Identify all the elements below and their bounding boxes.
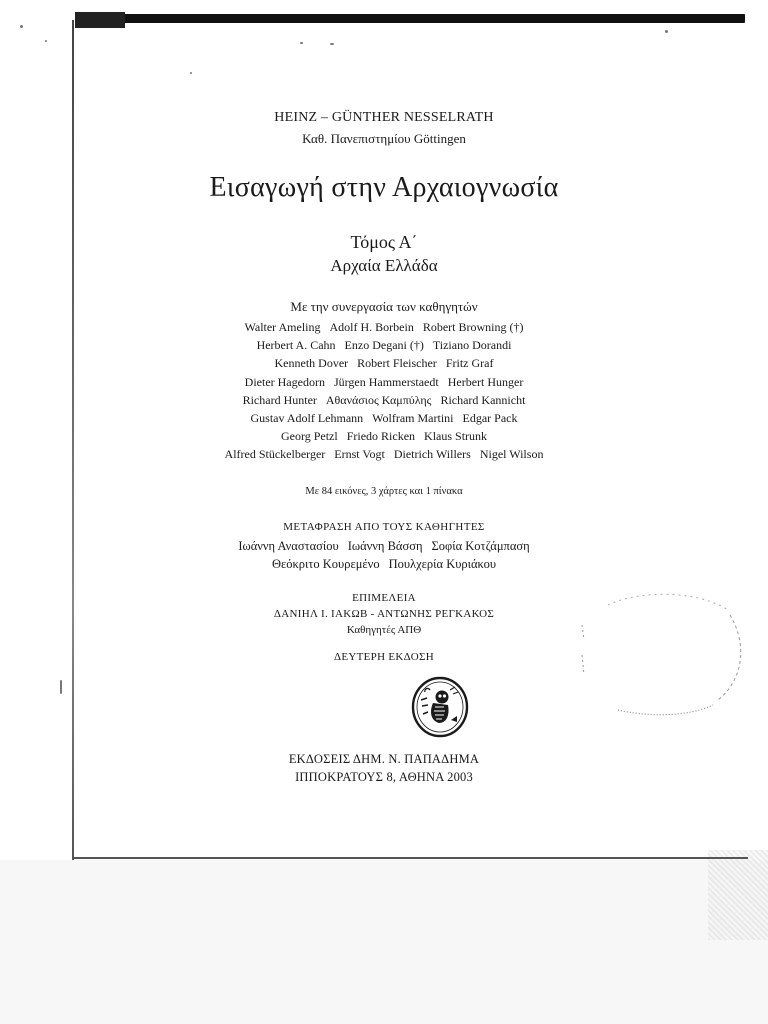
author-affiliation: Καθ. Πανεπιστημίου Göttingen bbox=[302, 131, 466, 146]
editing-heading: ΕΠΙΜΕΛΕΙΑ bbox=[352, 592, 416, 604]
collaborator-name: Ernst Vogt bbox=[334, 447, 385, 462]
translator-name: Ιωάννη Αναστασίου bbox=[238, 539, 339, 553]
collaborator-name: Edgar Pack bbox=[462, 411, 518, 426]
translators-list bbox=[0, 537, 768, 573]
collaborator-name: Walter Ameling bbox=[244, 320, 321, 334]
book-subtitle: Αρχαία Ελλάδα bbox=[330, 256, 438, 275]
collaborator-name: Herbert A. Cahn bbox=[256, 338, 336, 353]
author-name: HEINZ – GÜNTHER NESSELRATH bbox=[274, 110, 494, 125]
owl-coin-icon bbox=[411, 676, 469, 738]
collaborators-list bbox=[0, 318, 768, 464]
scan-speck bbox=[300, 42, 303, 44]
translation-heading: ΜΕΤΑΦΡΑΣΗ ΑΠΟ ΤΟΥΣ ΚΑΘΗΓΗΤΕΣ bbox=[283, 521, 485, 533]
publisher-address: ΙΠΠΟΚΡΑΤΟΥΣ 8, ΑΘΗΝΑ 2003 bbox=[295, 770, 473, 784]
collaborator-name: Wolfram Martini bbox=[372, 411, 454, 426]
collaborator-name: Tiziano Dorandi bbox=[432, 338, 512, 353]
collaboration-heading: Με την συνεργασία των καθηγητών bbox=[290, 299, 478, 314]
collaborator-name: Alfred Stückelberger bbox=[224, 447, 326, 462]
translators-line bbox=[0, 555, 768, 573]
translator-name: Σοφία Κοτζάμπαση bbox=[431, 539, 530, 553]
scan-top-edge bbox=[75, 14, 745, 23]
collaborator-name: Adolf H. Borbein bbox=[329, 320, 414, 334]
translator-name: Πουλχερία Κυριάκου bbox=[388, 557, 497, 571]
collaborators-line bbox=[0, 427, 768, 445]
collaborator-name: Robert Browning (†) bbox=[422, 320, 524, 334]
translator-name: Θεόκριτο Κουρεμένο bbox=[271, 557, 380, 571]
volume-label: Τόμος Α΄ bbox=[350, 232, 418, 252]
scan-speck bbox=[45, 40, 47, 42]
scan-speck bbox=[330, 43, 334, 45]
collaborator-name: Klaus Strunk bbox=[424, 429, 488, 444]
collaborator-name: Nigel Wilson bbox=[479, 447, 544, 462]
editors-names: ΔΑΝΙΗΛ Ι. ΙΑΚΩΒ - ΑΝΤΩΝΗΣ ΡΕΓΚΑΚΟΣ bbox=[273, 608, 495, 620]
collaborators-line bbox=[0, 354, 768, 372]
scan-speck bbox=[60, 680, 62, 694]
publisher-name: ΕΚΔΟΣΕΙΣ ΔΗΜ. Ν. ΠΑΠΑΔΗΜΑ bbox=[288, 752, 480, 766]
scan-speck bbox=[20, 25, 23, 28]
collaborators-line bbox=[0, 409, 768, 427]
collaborator-name: Enzo Degani (†) bbox=[344, 338, 424, 353]
collaborators-line bbox=[0, 445, 768, 463]
translators-line bbox=[0, 537, 768, 555]
collaborator-name: Dietrich Willers bbox=[393, 447, 471, 462]
page-bottom-edge bbox=[72, 857, 748, 859]
collaborators-line bbox=[0, 373, 768, 391]
illustrations-note: Με 84 εικόνες, 3 χάρτες και 1 πίνακα bbox=[305, 486, 463, 497]
translator-name: Ιωάννη Βάσση bbox=[347, 539, 423, 553]
scan-speck bbox=[190, 72, 192, 74]
collaborator-name: Friedo Ricken bbox=[346, 429, 416, 444]
scan-speck bbox=[665, 30, 668, 33]
collaborators-line bbox=[0, 318, 768, 336]
editors-role: Καθηγητές ΑΠΘ bbox=[346, 624, 422, 636]
collaborator-name: Georg Petzl bbox=[280, 429, 338, 444]
collaborators-line bbox=[0, 391, 768, 409]
collaborators-line bbox=[0, 336, 768, 354]
collaborator-name: Richard Kannicht bbox=[440, 392, 526, 407]
edition-label: ΔΕΥΤΕΡΗ ΕΚΔΟΣΗ bbox=[333, 651, 434, 663]
faded-stamp-icon bbox=[578, 585, 748, 720]
collaborator-name: Richard Hunter bbox=[242, 392, 317, 407]
scan-top-corner bbox=[75, 12, 125, 28]
scan-lower-area bbox=[0, 860, 768, 1024]
scan-noise bbox=[708, 850, 768, 940]
collaborator-name: Kenneth Dover bbox=[274, 356, 349, 371]
collaborator-name: Jürgen Hammerstaedt bbox=[333, 374, 439, 389]
collaborator-name: Gustav Adolf Lehmann bbox=[250, 411, 364, 426]
collaborator-name: Fritz Graf bbox=[445, 356, 494, 371]
collaborator-name: Robert Fleischer bbox=[357, 356, 437, 371]
book-title: Εισαγωγή στην Αρχαιογνωσία bbox=[209, 172, 559, 203]
collaborator-name: Herbert Hunger bbox=[447, 374, 524, 389]
collaborator-name: Αθανάσιος Καμπύλης bbox=[325, 392, 432, 407]
collaborator-name: Dieter Hagedorn bbox=[244, 374, 325, 389]
